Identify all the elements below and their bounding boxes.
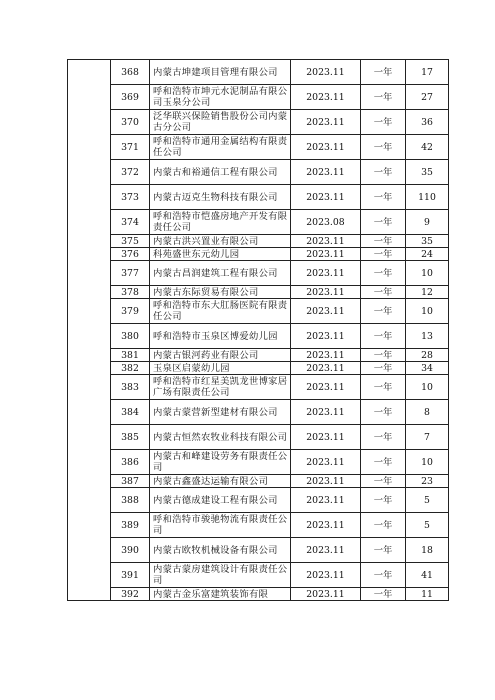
company-table [67,59,449,601]
count-cell: 13 [406,324,449,349]
company-name: 内蒙古蒙房建筑设计有限责任公司 [150,563,291,588]
table-row [68,110,449,135]
row-number: 382 [111,362,150,375]
company-name: 内蒙古东际贸易有限公司 [150,286,291,299]
table-row [68,235,449,248]
table-row [68,513,449,538]
row-number: 369 [111,85,150,110]
count-cell: 10 [406,375,449,400]
company-name: 内蒙古银河药业有限公司 [150,349,291,362]
row-number: 386 [111,450,150,475]
table-row [68,286,449,299]
date-cell: 2023.11 [291,261,361,286]
duration-cell: 一年 [361,286,406,299]
row-number: 370 [111,110,150,135]
date-cell: 2023.11 [291,248,361,261]
company-name: 内蒙古蒙营新型建材有限公司 [150,400,291,425]
company-name: 呼和浩特市骏驰物流有限责任公司 [150,513,291,538]
count-cell: 36 [406,110,449,135]
table-row [68,349,449,362]
company-name: 内蒙古和裕通信工程有限公司 [150,160,291,185]
company-name: 内蒙古昌润建筑工程有限公司 [150,261,291,286]
date-cell: 2023.11 [291,286,361,299]
company-name: 呼和浩特市玉泉区博爱幼儿园 [150,324,291,349]
company-name: 呼和浩特市红星美凯龙世博家居广场有限责任公司 [150,375,291,400]
row-number: 372 [111,160,150,185]
row-number: 391 [111,563,150,588]
count-cell: 5 [406,488,449,513]
row-number: 376 [111,248,150,261]
date-cell: 2023.11 [291,488,361,513]
table-row [68,299,449,324]
date-cell: 2023.11 [291,400,361,425]
date-cell: 2023.11 [291,235,361,248]
duration-cell: 一年 [361,299,406,324]
row-number: 368 [111,60,150,85]
duration-cell: 一年 [361,135,406,160]
date-cell: 2023.11 [291,450,361,475]
duration-cell: 一年 [361,85,406,110]
company-name: 呼和浩特市坤元水泥制品有限公司玉泉分公司 [150,85,291,110]
count-cell: 18 [406,538,449,563]
duration-cell: 一年 [361,248,406,261]
company-name: 内蒙古洪兴置业有限公司 [150,235,291,248]
duration-cell: 一年 [361,261,406,286]
table-row [68,135,449,160]
company-name: 内蒙古德成建设工程有限公司 [150,488,291,513]
table-row [68,488,449,513]
duration-cell: 一年 [361,538,406,563]
count-cell: 35 [406,160,449,185]
duration-cell: 一年 [361,349,406,362]
table-row [68,210,449,235]
table-row [68,400,449,425]
count-cell: 34 [406,362,449,375]
table-row [68,588,449,601]
count-cell: 7 [406,425,449,450]
duration-cell: 一年 [361,450,406,475]
duration-cell: 一年 [361,324,406,349]
row-number: 379 [111,299,150,324]
date-cell: 2023.11 [291,299,361,324]
date-cell: 2023.11 [291,349,361,362]
duration-cell: 一年 [361,235,406,248]
duration-cell: 一年 [361,210,406,235]
row-number: 389 [111,513,150,538]
date-cell: 2023.11 [291,362,361,375]
count-cell: 27 [406,85,449,110]
table-row [68,425,449,450]
date-cell: 2023.11 [291,160,361,185]
table-row [68,475,449,488]
row-number: 377 [111,261,150,286]
duration-cell: 一年 [361,185,406,210]
table-row [68,248,449,261]
row-number: 381 [111,349,150,362]
date-cell: 2023.11 [291,563,361,588]
count-cell: 35 [406,235,449,248]
table-row [68,450,449,475]
table-row [68,85,449,110]
date-cell: 2023.11 [291,425,361,450]
count-cell: 41 [406,563,449,588]
table-row [68,538,449,563]
row-number: 378 [111,286,150,299]
count-cell: 24 [406,248,449,261]
date-cell: 2023.11 [291,110,361,135]
merged-category-cell [68,60,111,601]
table-row [68,563,449,588]
duration-cell: 一年 [361,563,406,588]
row-number: 390 [111,538,150,563]
duration-cell: 一年 [361,400,406,425]
table-row [68,324,449,349]
company-name: 呼和浩特市恺盛房地产开发有限责任公司 [150,210,291,235]
duration-cell: 一年 [361,588,406,601]
company-name: 内蒙古恒然农牧业科技有限公司 [150,425,291,450]
row-number: 388 [111,488,150,513]
company-name: 科苑盛世东元幼儿园 [150,248,291,261]
row-number: 385 [111,425,150,450]
row-number: 380 [111,324,150,349]
row-number: 375 [111,235,150,248]
company-name: 内蒙古欧牧机械设备有限公司 [150,538,291,563]
duration-cell: 一年 [361,513,406,538]
date-cell: 2023.11 [291,135,361,160]
date-cell: 2023.11 [291,185,361,210]
table-row [68,60,449,85]
duration-cell: 一年 [361,475,406,488]
company-name: 内蒙古金乐富建筑装饰有限 [150,588,291,601]
company-name: 玉泉区启蒙幼儿园 [150,362,291,375]
row-number: 384 [111,400,150,425]
count-cell: 42 [406,135,449,160]
date-cell: 2023.11 [291,588,361,601]
duration-cell: 一年 [361,110,406,135]
date-cell: 2023.11 [291,475,361,488]
count-cell: 10 [406,261,449,286]
duration-cell: 一年 [361,375,406,400]
date-cell: 2023.11 [291,60,361,85]
count-cell: 23 [406,475,449,488]
date-cell: 2023.11 [291,513,361,538]
count-cell: 5 [406,513,449,538]
date-cell: 2023.11 [291,538,361,563]
company-name: 呼和浩特市东大肛肠医院有限责任公司 [150,299,291,324]
duration-cell: 一年 [361,488,406,513]
duration-cell: 一年 [361,160,406,185]
company-name: 泛华联兴保险销售股份公司内蒙古分公司 [150,110,291,135]
row-number: 392 [111,588,150,601]
count-cell: 17 [406,60,449,85]
company-name: 内蒙古鑫盛达运输有限公司 [150,475,291,488]
table-row [68,261,449,286]
table-row [68,375,449,400]
date-cell: 2023.11 [291,85,361,110]
company-name: 呼和浩特市通用金属结构有限责任公司 [150,135,291,160]
company-name: 内蒙古坤建项目管理有限公司 [150,60,291,85]
company-name: 内蒙古迈克生物科技有限公司 [150,185,291,210]
date-cell: 2023.11 [291,375,361,400]
table-row [68,362,449,375]
count-cell: 10 [406,299,449,324]
row-number: 373 [111,185,150,210]
row-number: 371 [111,135,150,160]
count-cell: 12 [406,286,449,299]
count-cell: 28 [406,349,449,362]
count-cell: 110 [406,185,449,210]
company-name: 内蒙古和峰建设劳务有限责任公司 [150,450,291,475]
duration-cell: 一年 [361,60,406,85]
date-cell: 2023.11 [291,324,361,349]
count-cell: 9 [406,210,449,235]
row-number: 383 [111,375,150,400]
table-row [68,185,449,210]
count-cell: 10 [406,450,449,475]
count-cell: 11 [406,588,449,601]
row-number: 387 [111,475,150,488]
row-number: 374 [111,210,150,235]
duration-cell: 一年 [361,362,406,375]
date-cell: 2023.08 [291,210,361,235]
table-row [68,160,449,185]
duration-cell: 一年 [361,425,406,450]
count-cell: 8 [406,400,449,425]
